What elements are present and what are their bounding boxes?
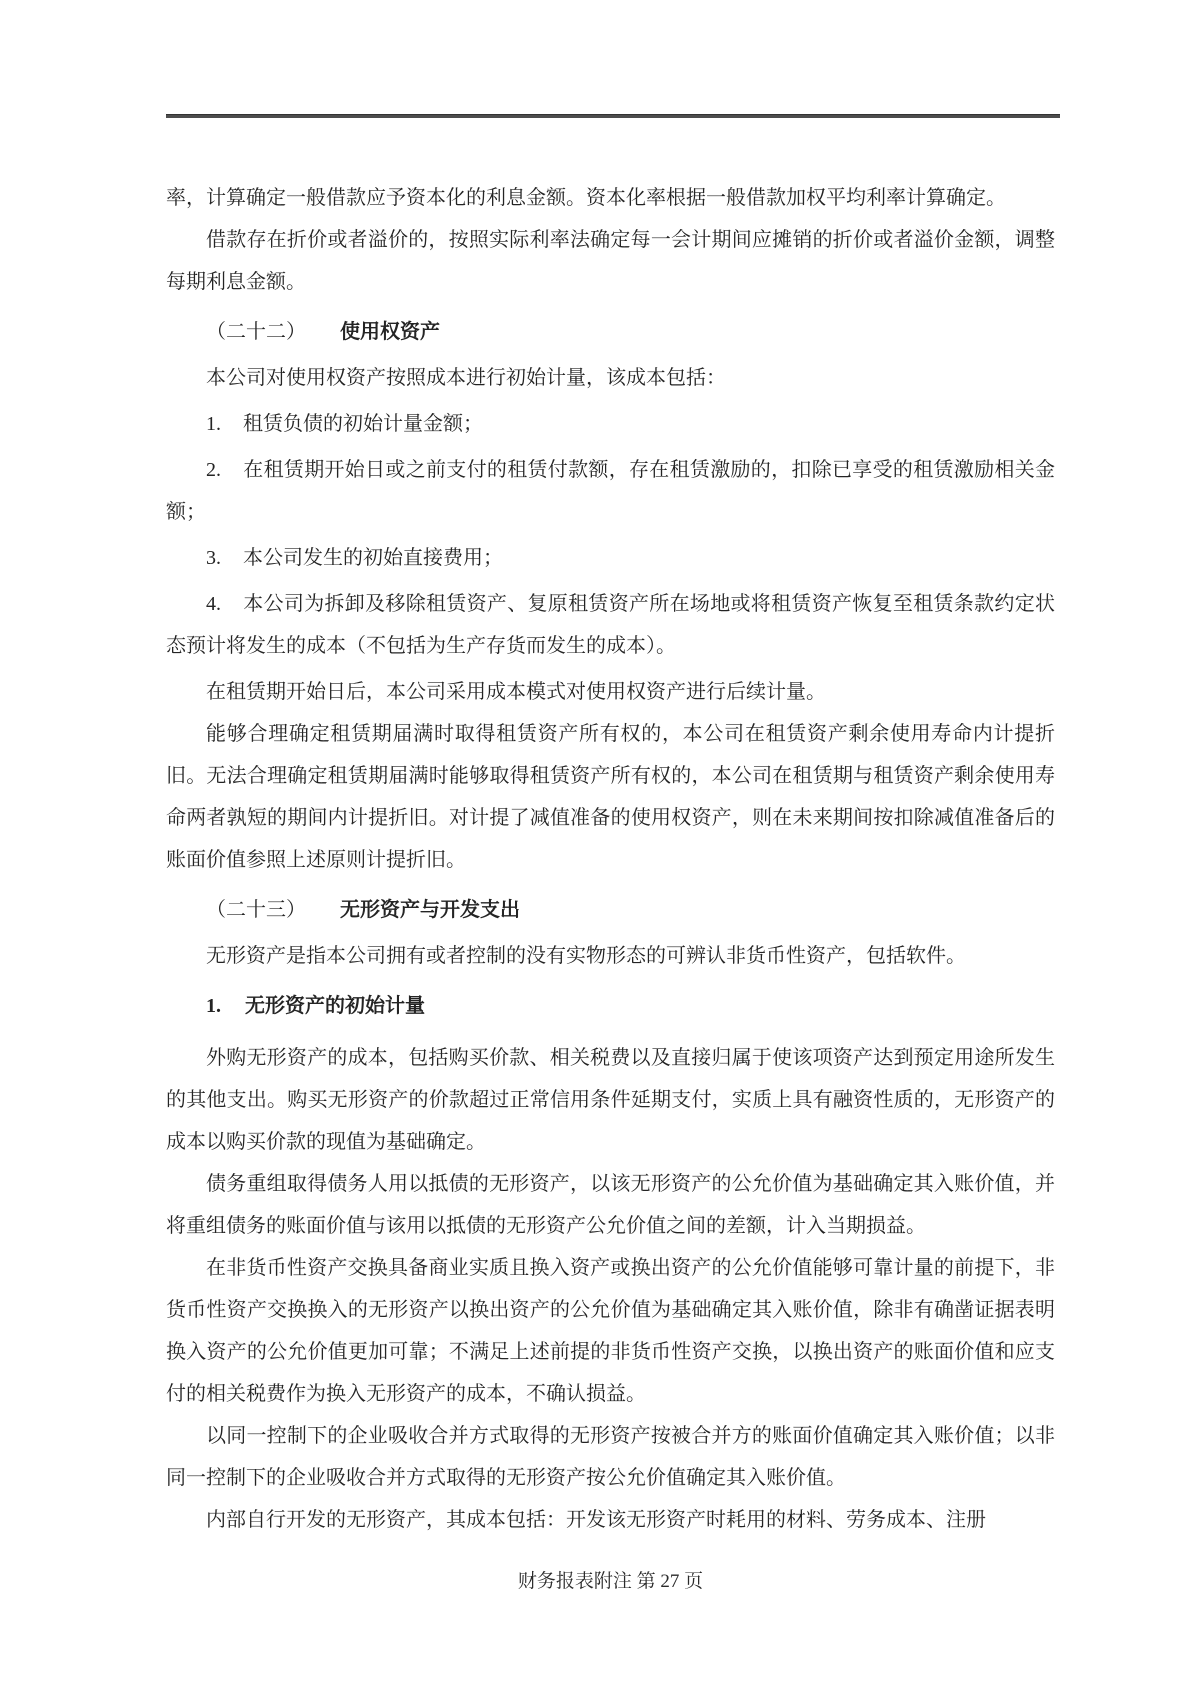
list-number: 1. [206,413,221,435]
section-heading [166,311,1055,353]
subsection-number: 1. [206,995,221,1017]
list-text: 在租赁期开始日或之前支付的租赁付款额，存在租赁激励的，扣除已享受的租赁激励相关金额； [166,459,1055,523]
section-number: （二十二） [206,321,306,343]
paragraph: 能够合理确定租赁期届满时取得租赁资产所有权的，本公司在租赁资产剩余使用寿命内计提折旧。无法合理确定租赁期届满时能够取得租赁资产所有权的，本公司在租赁期与租赁资产剩余使用寿命两者孰短的期间内计提折旧。对计提了减值准备的使用权资产，则在未来期间按扣除减值准备后的账面价值参照上述原则计提折旧。 [166,723,1055,871]
paragraph: 内部自行开发的无形资产，其成本包括：开发该无形资产时耗用的材料、劳务成本、注册 [206,1509,986,1531]
paragraph: 在租赁期开始日后，本公司采用成本模式对使用权资产进行后续计量。 [206,681,826,703]
paragraph: 债务重组取得债务人用以抵债的无形资产，以该无形资产的公允价值为基础确定其入账价值，并将重组债务的账面价值与该用以抵债的无形资产公允价值之间的差额，计入当期损益。 [166,1173,1055,1237]
page-footer: 财务报表附注 第 27 页 [517,1571,704,1592]
section-title: 使用权资产 [340,321,440,343]
list-item [166,403,1055,445]
list-item [166,537,1055,579]
header-rule [166,114,1060,118]
paragraph: 借款存在折价或者溢价的，按照实际利率法确定每一会计期间应摊销的折价或者溢价金额，调整每期利息金额。 [166,229,1055,293]
paragraph: 无形资产是指本公司拥有或者控制的没有实物形态的可辨认非货币性资产，包括软件。 [206,945,966,967]
list-number: 3. [206,547,221,569]
list-text: 本公司为拆卸及移除租赁资产、复原租赁资产所在场地或将租赁资产恢复至租赁条款约定状态预计将发生的成本（不包括为生产存货而发生的成本）。 [166,593,1055,657]
subsection-heading [166,985,1055,1027]
section-number: （二十三） [206,899,306,921]
paragraph: 本公司对使用权资产按照成本进行初始计量，该成本包括： [206,367,726,389]
document-body [166,177,1055,1541]
section-heading [166,889,1055,931]
list-item [166,449,1055,533]
list-text: 本公司发生的初始直接费用； [243,547,503,569]
list-number: 2. [206,459,221,481]
paragraph: 外购无形资产的成本，包括购买价款、相关税费以及直接归属于使该项资产达到预定用途所发生的其他支出。购买无形资产的价款超过正常信用条件延期支付，实质上具有融资性质的，无形资产的成本以购买价款的现值为基础确定。 [166,1047,1055,1153]
list-text: 租赁负债的初始计量金额； [243,413,483,435]
section-title: 无形资产与开发支出 [340,899,520,921]
list-item [166,583,1055,667]
paragraph: 率，计算确定一般借款应予资本化的利息金额。资本化率根据一般借款加权平均利率计算确定。 [166,187,1006,209]
paragraph: 在非货币性资产交换具备商业实质且换入资产或换出资产的公允价值能够可靠计量的前提下，非货币性资产交换换入的无形资产以换出资产的公允价值为基础确定其入账价值，除非有确凿证据表明换入资产的公允价值更加可靠；不满足上述前提的非货币性资产交换，以换出资产的账面价值和应支付的相关税费作为换入无形资产的成本，不确认损益。 [166,1257,1055,1405]
list-number: 4. [206,593,221,615]
subsection-title: 无形资产的初始计量 [245,995,425,1017]
paragraph: 以同一控制下的企业吸收合并方式取得的无形资产按被合并方的账面价值确定其入账价值；以非同一控制下的企业吸收合并方式取得的无形资产按公允价值确定其入账价值。 [166,1425,1055,1489]
